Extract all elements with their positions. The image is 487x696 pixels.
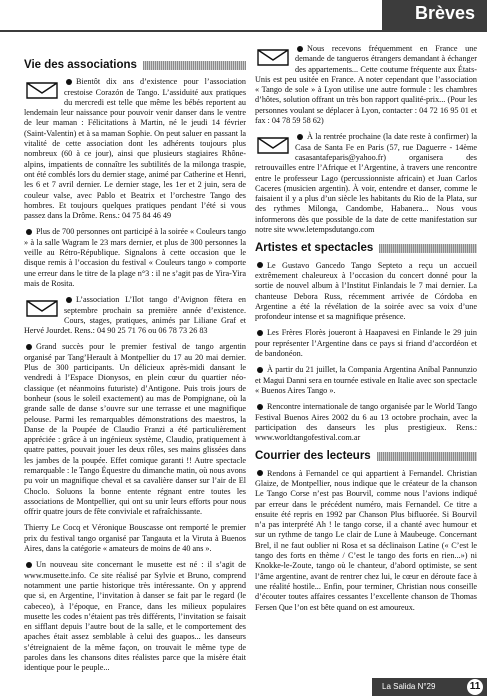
news-entry: À partir du 21 juillet, la Compania Argentina Aníbal Pannunzio et Magui Danni sera en tournée estivale en Italie avec son spectacle « Buenos Aires Tango ». [255, 365, 477, 395]
envelope-icon [24, 295, 60, 319]
bullet-icon [257, 470, 263, 476]
news-entry: Un nouveau site concernant le musette est né : il s’agit de www.musette.info. Ce site réalisé par Sylvie et Bruno, comprend notamment une partie historique très intéressante. On y apprend que si, en Argentine, l’invitation à danser se fait par le regard (le cabeceo), à l’époque, en France, dans les milieux populaires musette les codes n’étaient pas très différents, l’invitation se faisait en sifflant depuis l’autre bout de la salle, et le comportement des apaches était assez semblable à celui des guapos... les danseurs s’étreignaient de la même façon, on trouvait le même type de paroles dans les chansons dites réalistes parce que la misère était identique pour le peuple... [24, 560, 246, 673]
bullet-icon [257, 262, 263, 268]
bullet-icon [26, 562, 32, 568]
bullet-icon [66, 297, 72, 303]
magazine-name: La Salida N°29 [382, 682, 436, 691]
section-tab [382, 0, 487, 30]
bullet-icon [257, 404, 263, 410]
news-entry: Rendons à Fernandel ce qui appartient à Fernandel. Christian Glaize, de Montpellier, nous indique que le créateur de la chanson Le Tango Corse n’est pas Bourvil, comme nous l’avions indiqué par erreur dans le précédent numéro, mais Fernandel. Ce titre a ensuite été repris en 1992 par Chanson Plus bifluorée. Si Bourvil n’a pas interprété Ah ! le tango corse, il a chanté avec humour et sur un rythme de tango Le clair de Lune à Maubeuge. Concernant Brel, il ne faut oublier ni Rosa et sa déclinaison Latine (« C’est le tango des forts en thème / C’est le tango des forts en rien...») ni Knokke-le-Zoute, tango où le chanteur, d’abord optimiste, se sent l’âme argentine, avant de rentrer chez lui, le cœur en déroute face à une réalité hostile... Enfin, pour terminer, Christian nous conseille d’écouter toutes affaires cessantes l’excellente chanson de Thomas Fersen Que l’on est bête quand on est amoureux. [255, 468, 477, 612]
section-title: Artistes et spectacles [255, 242, 374, 255]
news-entry: Nous recevons fréquemment en France une demande de tangueros étrangers demandant à échanger des appartements... Cette coutume fréquente aux États-Unis est peu usitée en France. A noter cependant que l’association « Tango de sole » à Lyon utilise une autre formule : les chambres d’hôtes, solution offrant un très bon rapport qualité-prix... (Pour les personnes voulant se déplacer à Lyon, contacter : 04 72 16 95 01 et fax : 04 78 59 58 62) [255, 44, 477, 126]
news-entry: Le Gustavo Gancedo Tango Septeto a reçu un accueil extrêmement chaleureux à l’occasion du concert donné pour la sortie de nouvel album à l’Institut Finlandais le 7 mai dernier. La chanteuse Debora Russ, récemment arrivée de Córdoba en Argentine a été la révélation de la soirée avec sa voix d’une profondeur intense et sa magnifique présence. [255, 260, 477, 322]
bullet-icon [297, 46, 303, 52]
bullet-icon [257, 367, 263, 373]
right-column [255, 44, 477, 619]
section-header-artistes [255, 243, 477, 253]
news-entry: Grand succès pour le premier festival de tango argentin organisé par Tang’Herault à Montpellier du 17 au 20 mai dernier. Plus de 300 participants. Un délicieux après-midi dansant le vendredi à l’Espace Dionysos, en plein cœur du quartier néo-classique (et néanmoins futuriste) d’Antigone. Puis trois jours de bonheur (sous le soleil exactement) au mas de Pompignane, où la grande salle de danse s’ouvre sur une terrasse et une magnifique pelouse. Parmi les remarquables démonstrations des maestros, la Danse de la Poupée de Claudio Franzi a été particulièrement appréciée : grâce à un ingénieux système, Claudio, pratiquement à quatre pattes, pouvait jouer les deux rôles, ses mains glissées dans les jambes de la poupée. Effet comique garanti !! Autre spectacle remarquable : le Tango Équestre du dimanche matin, où nous avons pu voir un magnifique cheval et sa cavalière danser sur l’air de El Choclo. Soluons la bonne entente régnant entre toutes les associations de Montpellier, qui ont su unir leurs efforts pour nous offrir quatre jours de fête conviviale et rafraîchissante. [24, 342, 246, 517]
header-rule [0, 30, 487, 32]
section-bar [379, 244, 477, 253]
news-entry: À la rentrée prochaine (la date reste à confirmer) la Casa de Santa Fe en Paris (57, rue Daguerre - 14ème casasantafeparis@yahoo.fr) organisera des retrouvailles entre l’Afrique et l’Argentine, à travers une rencontre entre le professeur Lago (percussionniste africain) et Juan Carlos Caceres (musicien argentin). À voir, entendre et danser, comme le faisaient il y a plus d’un siècle les habitants du Rio de la Plata, sur des rythmes Milonga, Candombe, Habanera... Nous vous informerons dès que possible de la date de cette manifestation sur notre site www.letempsdutango.com [255, 132, 477, 235]
bullet-icon [257, 330, 263, 336]
news-entry: Bientôt dix ans d’existence pour l’association crestoise Corazón de Tango. L’assiduité aux pratiques du mercredi est telle que même les bébés reportent au lendemain leur naissance pour pouvoir venir danser dans le ventre de leur maman : Félicitations à Martin, né le jeudi 14 février (Saint-Valentin) et à sa maman Sophie. On peut saluer en passant la vitalité de cette association dont les adhérents toujours plus nombreux (60 à ce jour), ainsi que plusieurs stagiaires Rhône-alpins, impatients de connaître les subtilités de la milonga traspie, ont été comblés lors du dernier stage, animé par Catherine et Henri, les 6 et 7 avril dernier. Le dernier stage, les 1er et 2 juin, sera de couleur valse, avec Pablo et Beatrix et l’orchestre Tango des hombres. Et toujours quelques pratiques pendant l’été si vous passez dans la Drôme. Rens.: 04 75 84 46 49 [24, 77, 246, 221]
news-entry: Les Frères Florès joueront à Haapavesi en Finlande le 29 juin pour représenter l’Argentine dans ce pays si friand d’accordéon et de bandonéon. [255, 328, 477, 359]
envelope-icon [255, 44, 291, 68]
news-entry: Rencontre internationale de tango organisée par le World Tango Festival Buenos Aires 2002 du 6 au 13 octobre prochain, avec la participation des danseurs les plus prestigieux. Rens.: www.worldtangofestival.com.ar [255, 402, 477, 443]
envelope-icon [255, 132, 291, 156]
left-column [24, 52, 246, 680]
section-bar [377, 452, 477, 461]
page-number: 11 [467, 679, 483, 695]
bullet-icon [66, 79, 72, 85]
news-entry: Plus de 700 personnes ont participé à la soirée « Couleurs tango » à la salle Wagram le 23 mars dernier, et plus de 300 personnes la veille au Rétro-République. Signalons à cette occasion que le disque remis à l’occasion du festival « Couleurs tango » comporte une erreur dans le titre de la plage n°3 : il ne s’agit pas de Yira-Yira mais de Rosita. [24, 227, 246, 288]
section-bar [143, 61, 246, 70]
bullet-icon [297, 134, 303, 140]
bullet-icon [26, 344, 32, 350]
page-footer [372, 678, 487, 696]
section-title: Courrier des lecteurs [255, 450, 371, 463]
section-header-courrier [255, 451, 477, 461]
bullet-icon [26, 229, 32, 235]
section-header-associations [24, 60, 246, 70]
news-entry: L’association L’Ilot tango d’Avignon fêtera en septembre prochain sa première année d’existence. Cours, stages, pratiques, animés par Liliane Graf et Hervé Jourdet. Rens.: 04 90 25 71 76 ou 06 78 73 26 83 [24, 295, 246, 336]
news-entry: Thierry Le Cocq et Véronique Bouscasse ont remporté le premier prix du festival tango organisé par Tangauta et la Viruta à Buenos Aires, dans la catégorie « amateurs de moins de 40 ans ». [24, 523, 246, 554]
envelope-icon [24, 77, 60, 101]
section-title: Vie des associations [24, 59, 137, 71]
section-label: Brèves [414, 3, 475, 23]
